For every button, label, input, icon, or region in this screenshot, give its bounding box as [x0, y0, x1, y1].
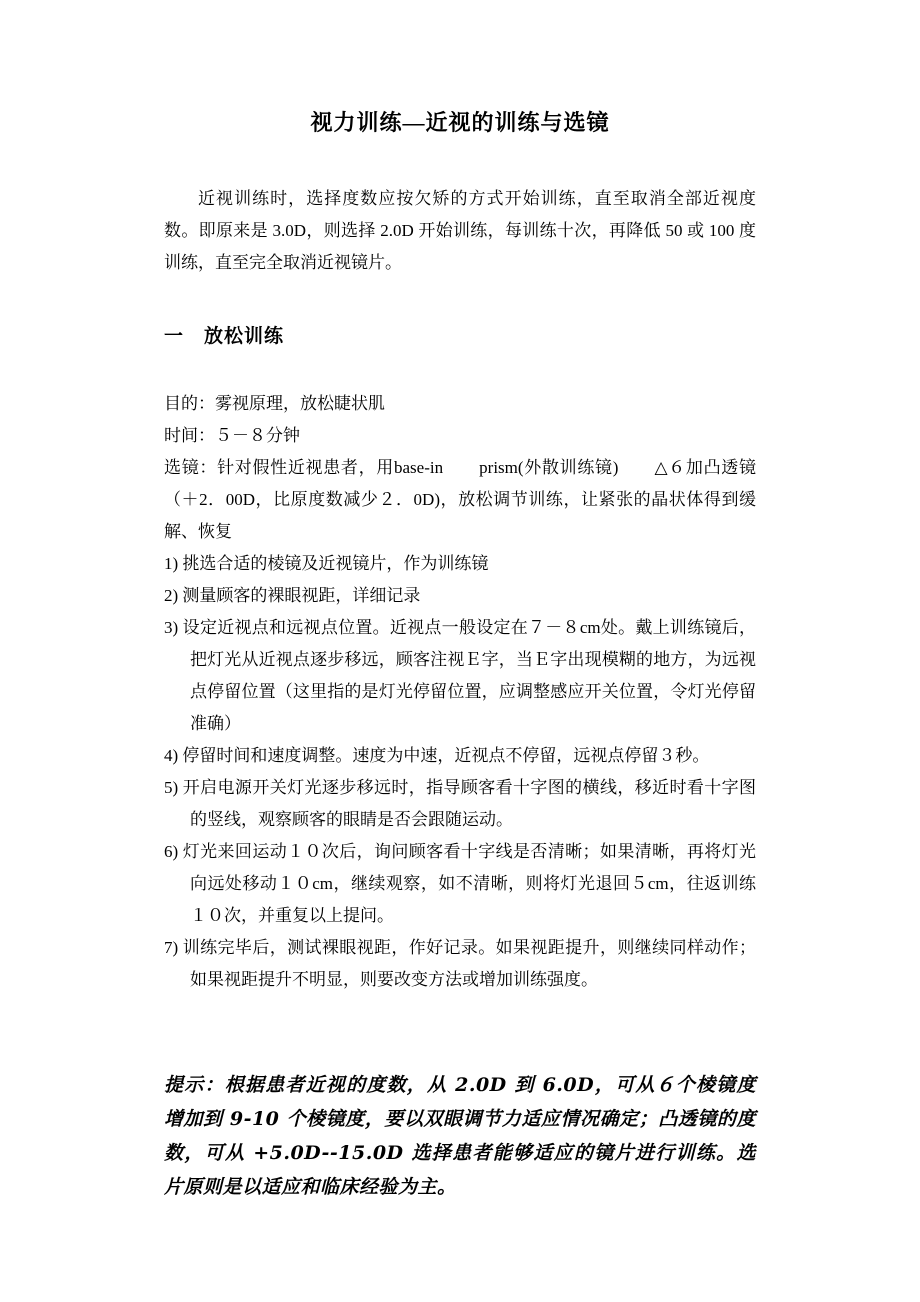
step-item-4: 4) 停留时间和速度调整。速度为中速，近视点不停留，远视点停留３秒。 [164, 746, 710, 765]
lens-selection-line: 选镜：针对假性近视患者，用base-in prism(外散训练镜) △６加凸透镜（＋2．00D，比原度数减少２．0D)，放松调节训练，让紧张的晶状体得到缓解、恢复 [164, 458, 756, 541]
intro-paragraph: 近视训练时，选择度数应按欠矫的方式开始训练，直至取消全部近视度数。即原来是 3.0D，则选择 2.0D 开始训练，每训练十次，再降低 50 或 100 度训练，直至完全取消近视镜片。 [164, 189, 756, 272]
step-item-5: 5) 开启电源开关灯光逐步移远时，指导顾客看十字图的横线，移近时看十字图的竖线，观察顾客的眼睛是否会跟随运动。 [164, 778, 756, 829]
step-item-2: 2) 测量顾客的裸眼视距，详细记录 [164, 586, 421, 605]
time-line: 时间：５－８分钟 [164, 426, 300, 445]
step-item-1: 1) 挑选合适的棱镜及近视镜片，作为训练镜 [164, 554, 489, 573]
step-item-6: 6) 灯光来回运动１０次后，询问顾客看十字线是否清晰；如果清晰，再将灯光向远处移动１０cm，继续观察，如不清晰，则将灯光退回５cm，往返训练１０次，并重复以上提问。 [164, 842, 756, 925]
hint-paragraph: 提示：根据患者近视的度数，从 2.0D 到 6.0D，可从６个棱镜度增加到 9-10 个棱镜度，要以双眼调节力适应情况确定；凸透镜的度数，可从 +5.0D--15.0D 选择患者能够适应的镜片进行训练。选片原则是以适应和临床经验为主。 [164, 1074, 756, 1198]
section-heading-relaxation-training: 一 放松训练 [164, 326, 285, 347]
training-steps-list [164, 548, 756, 996]
purpose-line: 目的：雾视原理，放松睫状肌 [164, 394, 385, 413]
document-title: 视力训练—近视的训练与选镜 [310, 110, 610, 135]
step-item-3: 3) 设定近视点和远视点位置。近视点一般设定在７－８cm处。戴上训练镜后，把灯光从近视点逐步移远，顾客注视Ｅ字，当Ｅ字出现模糊的地方，为远视点停留位置（这里指的是灯光停留位置，应调整感应开关位置，令灯光停留准确） [164, 618, 756, 733]
step-item-7: 7) 训练完毕后，测试裸眼视距，作好记录。如果视距提升，则继续同样动作；如果视距提升不明显，则要改变方法或增加训练强度。 [164, 938, 756, 989]
